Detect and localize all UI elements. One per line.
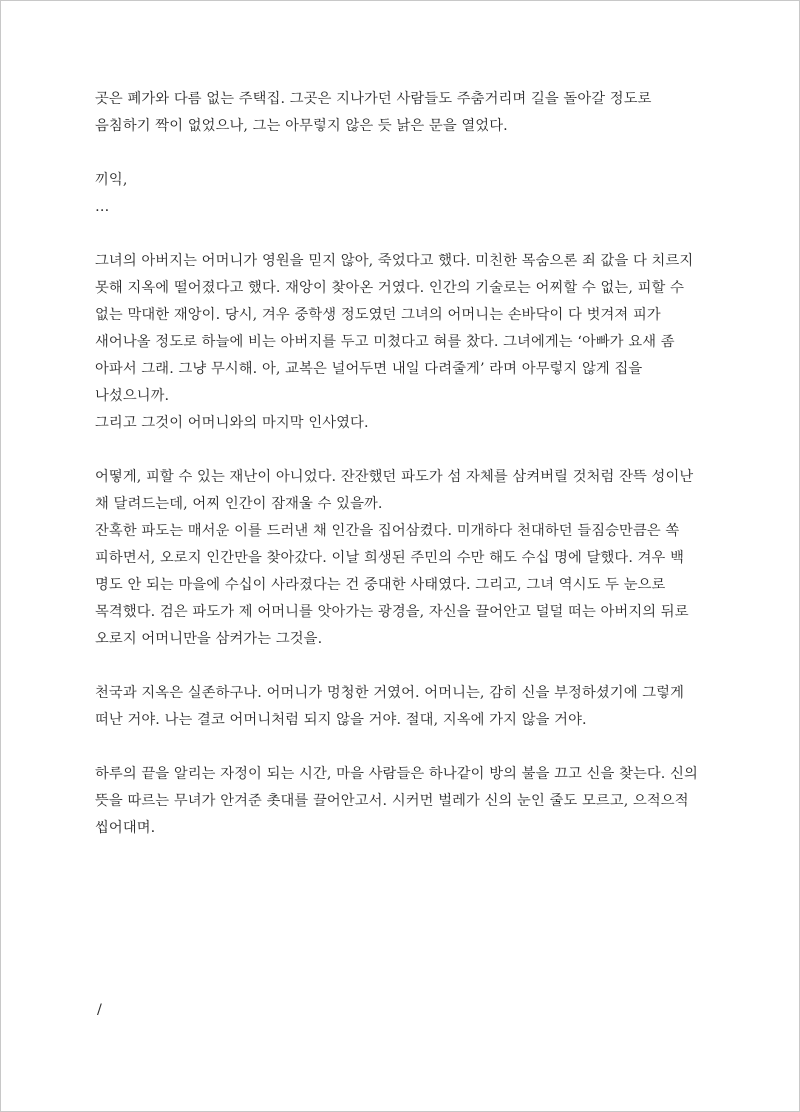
paragraph-gap xyxy=(95,140,715,167)
text-line: 못해 지옥에 떨어졌다고 했다. 재앙이 찾아온 거였다. 인간의 기술로는 어찌할 수 없는, 피할 수 xyxy=(95,280,685,296)
text-line: … xyxy=(95,199,110,215)
document-body xyxy=(95,86,715,842)
text-line: 목격했다. 검은 파도가 제 어머니를 앗아가는 광경을, 자신을 끌어안고 덜덜 떠는 아버지의 뒤로 xyxy=(95,604,689,620)
text-line: 어떻게, 피할 수 있는 재난이 아니었다. 잔잔했던 파도가 섬 자체를 삼켜버릴 것처럼 잔뜩 성이난 xyxy=(95,469,694,485)
text-line: 명도 안 되는 마을에 수십이 사라졌다는 건 중대한 사태였다. 그리고, 그녀 역시도 두 눈으로 xyxy=(95,577,666,593)
page-footer-mark: / xyxy=(97,1002,102,1018)
text-line: 곳은 폐가와 다름 없는 주택집. 그곳은 지나가던 사람들도 주춤거리며 길을 돌아갈 정도로 xyxy=(95,91,652,107)
text-line: 채 달려드는데, 어찌 인간이 잠재울 수 있을까. xyxy=(95,496,383,512)
text-line: 피하면서, 오로지 인간만을 찾아갔다. 이날 희생된 주민의 수만 해도 수십 명에 달했다. 겨우 백 xyxy=(95,550,685,566)
text-line: 새어나올 정도로 하늘에 비는 아버지를 두고 미쳤다고 혀를 찼다. 그녀에게는 ‘아빠가 요새 좀 xyxy=(95,334,675,350)
text-line: 나섰으니까. xyxy=(95,388,170,404)
text-line: 음침하기 짝이 없었으나, 그는 아무렇지 않은 듯 낡은 문을 열었다. xyxy=(95,118,508,134)
text-line: 떠난 거야. 나는 결코 어머니처럼 되지 않을 거야. 절대, 지옥에 가지 않을 거야. xyxy=(95,712,587,728)
text-line: 천국과 지옥은 실존하구나. 어머니가 멍청한 거였어. 어머니는, 감히 신을 부정하셨기에 그렇게 xyxy=(95,685,684,701)
text-line: 끼익, xyxy=(95,172,128,188)
text-line: 없는 막대한 재앙이. 당시, 겨우 중학생 정도였던 그녀의 어머니는 손바닥이 다 벗겨져 피가 xyxy=(95,307,661,323)
paragraph-gap xyxy=(95,221,715,248)
text-line: 오로지 어머니만을 삼켜가는 그것을. xyxy=(95,631,323,647)
text-line: 그녀의 아버지는 어머니가 영원을 믿지 않아, 죽었다고 했다. 미친한 목숨으론 죄 값을 다 치르지 xyxy=(95,253,694,269)
text-line: 씹어대며. xyxy=(95,820,156,836)
text-line: 잔혹한 파도는 매서운 이를 드러낸 채 인간을 집어삼켰다. 미개하다 천대하던 들짐승만큼은 쏙 xyxy=(95,523,680,539)
text-line: 뜻을 따르는 무녀가 안겨준 촛대를 끌어안고서. 시커먼 벌레가 신의 눈인 줄도 모르고, 으적으적 xyxy=(95,793,689,809)
text-line: 아파서 그래. 그냥 무시해. 아, 교복은 널어두면 내일 다려줄게’ 라며 아무렇지 않게 집을 xyxy=(95,361,643,377)
text-line: 그리고 그것이 어머니와의 마지막 인사였다. xyxy=(95,415,369,431)
text-line: 하루의 끝을 알리는 자정이 되는 시간, 마을 사람들은 하나같이 방의 불을 끄고 신을 찾는다. 신의 xyxy=(95,766,698,782)
paragraph-gap xyxy=(95,653,715,680)
paragraph-gap xyxy=(95,734,715,761)
paragraph-gap xyxy=(95,437,715,464)
